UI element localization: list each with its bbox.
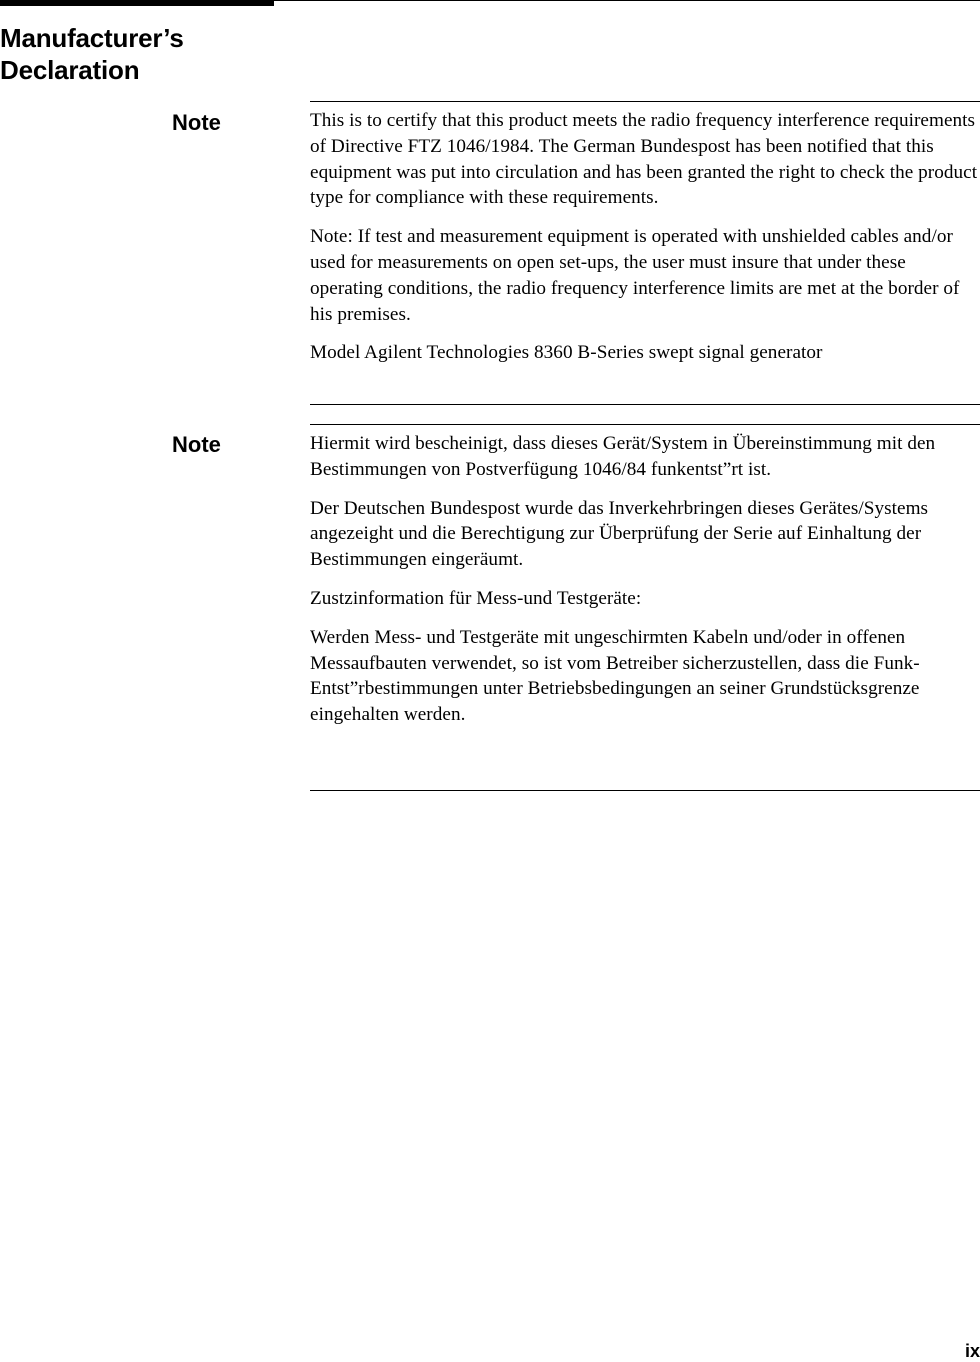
note-paragraph: Der Deutschen Bundespost wurde das Inverkehrbringen dieses Gerätes/Systems angezeight und die Berechtigung zur Überprüfung der Serie auf Einhaltung der Bestimmungen eingeräumt. xyxy=(310,497,929,571)
note-label: Note xyxy=(172,432,221,457)
page-number: ix xyxy=(964,1341,980,1361)
page-title xyxy=(0,22,184,86)
note-paragraph: This is to certify that this product meets the radio frequency interference requirements of Directive FTZ 1046/1984. The German Bundespost has been notified that this equipment was put into circulation and has been granted the right to check the product type for compliance with these requirements. xyxy=(310,110,978,209)
note-paragraph: Model Agilent Technologies 8360 B-Series swept signal generator xyxy=(310,342,823,364)
note-box-english xyxy=(310,101,980,405)
header-rule xyxy=(274,0,980,1)
note-paragraph: Zustzinformation für Mess-und Testgeräte: xyxy=(310,587,642,609)
note-paragraph: Werden Mess- und Testgeräte mit ungeschirmten Kabeln und/oder in offenen Messaufbauten verwendet, so ist vom Betreiber sicherzustellen, dass die Funk-Entst”rbestimmungen unter Betriebsbedingungen an seiner Grundstücksgrenze eingehalten werden. xyxy=(310,626,920,726)
note-paragraph: Hiermit wird bescheinigt, dass dieses Gerät/System in Übereinstimmung mit den Bestimmungen von Postverfügung 1046/84 funkentst”rt ist. xyxy=(310,433,936,480)
header-bar xyxy=(0,0,274,6)
note-label: Note xyxy=(172,110,221,135)
note-box-german xyxy=(310,424,980,791)
note-paragraph: Note: If test and measurement equipment is operated with unshielded cables and/or used for measurements on open set-ups, the user must insure that under these operating conditions, the radio frequency interference limits are met at the border of his premises. xyxy=(310,226,960,325)
page-title-line1: Manufacturer’s xyxy=(0,23,184,53)
page-title-line2: Declaration xyxy=(0,55,140,85)
